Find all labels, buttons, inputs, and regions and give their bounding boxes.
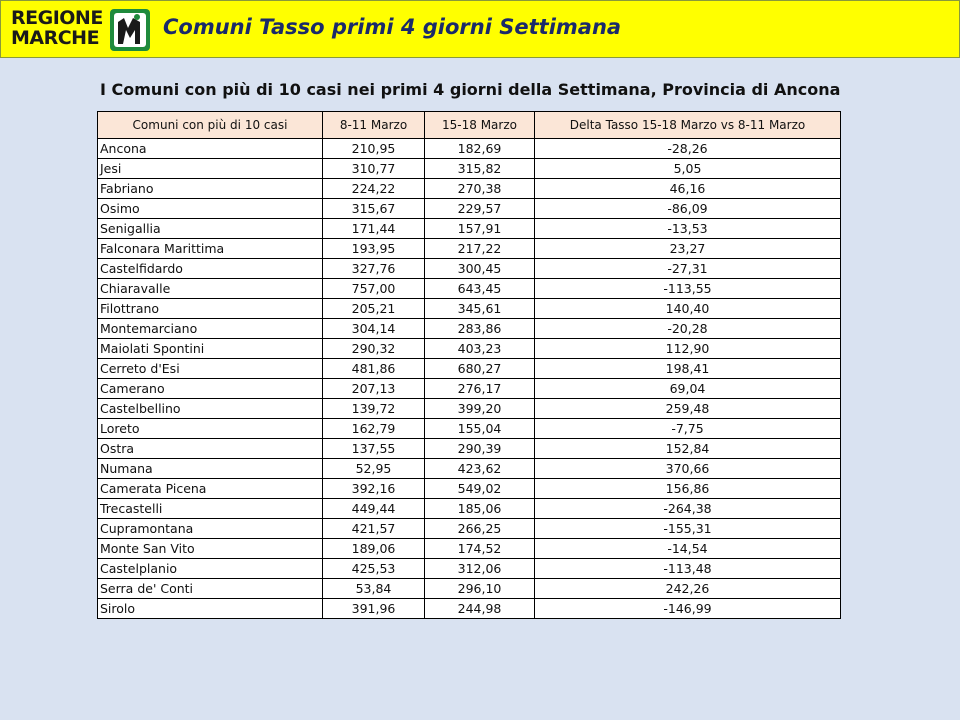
cell-15-18-marzo: 174,52: [425, 539, 535, 559]
cell-comune: Cupramontana: [98, 519, 323, 539]
cell-delta: -155,31: [535, 519, 841, 539]
cell-delta: -13,53: [535, 219, 841, 239]
cell-comune: Castelfidardo: [98, 259, 323, 279]
cell-15-18-marzo: 182,69: [425, 139, 535, 159]
cell-comune: Camerata Picena: [98, 479, 323, 499]
cell-comune: Monte San Vito: [98, 539, 323, 559]
cell-comune: Falconara Marittima: [98, 239, 323, 259]
table-row: [98, 359, 841, 379]
page-title: Comuni Tasso primi 4 giorni Settimana: [163, 15, 622, 39]
cell-comune: Sirolo: [98, 599, 323, 619]
table-row: [98, 539, 841, 559]
cell-delta: -113,48: [535, 559, 841, 579]
cell-15-18-marzo: 244,98: [425, 599, 535, 619]
cell-delta: 152,84: [535, 439, 841, 459]
header-bar: [0, 0, 960, 58]
table-body: [98, 139, 841, 619]
table-row: [98, 339, 841, 359]
cell-comune: Fabriano: [98, 179, 323, 199]
cell-delta: 140,40: [535, 299, 841, 319]
cell-comune: Jesi: [98, 159, 323, 179]
cell-15-18-marzo: 345,61: [425, 299, 535, 319]
table-row: [98, 379, 841, 399]
cell-15-18-marzo: 290,39: [425, 439, 535, 459]
cell-comune: Osimo: [98, 199, 323, 219]
table-row: [98, 179, 841, 199]
cell-delta: -113,55: [535, 279, 841, 299]
cell-15-18-marzo: 312,06: [425, 559, 535, 579]
cell-8-11-marzo: 53,84: [323, 579, 425, 599]
logo-line-2: MARCHE: [11, 27, 100, 49]
cell-comune: Ancona: [98, 139, 323, 159]
cell-15-18-marzo: 276,17: [425, 379, 535, 399]
cell-comune: Camerano: [98, 379, 323, 399]
cell-delta: 23,27: [535, 239, 841, 259]
cell-8-11-marzo: 162,79: [323, 419, 425, 439]
cell-comune: Castelbellino: [98, 399, 323, 419]
cell-8-11-marzo: 193,95: [323, 239, 425, 259]
cell-15-18-marzo: 155,04: [425, 419, 535, 439]
cell-8-11-marzo: 421,57: [323, 519, 425, 539]
table-row: [98, 219, 841, 239]
comuni-table: [97, 111, 841, 619]
table-row: [98, 319, 841, 339]
table-row: [98, 259, 841, 279]
cell-8-11-marzo: 392,16: [323, 479, 425, 499]
cell-15-18-marzo: 296,10: [425, 579, 535, 599]
table-row: [98, 239, 841, 259]
table-row: [98, 299, 841, 319]
cell-15-18-marzo: 300,45: [425, 259, 535, 279]
cell-15-18-marzo: 266,25: [425, 519, 535, 539]
cell-comune: Loreto: [98, 419, 323, 439]
cell-delta: 112,90: [535, 339, 841, 359]
cell-delta: 5,05: [535, 159, 841, 179]
table-header-row: [98, 112, 841, 139]
cell-delta: -20,28: [535, 319, 841, 339]
table-row: [98, 399, 841, 419]
cell-delta: 198,41: [535, 359, 841, 379]
cell-8-11-marzo: 139,72: [323, 399, 425, 419]
cell-8-11-marzo: 315,67: [323, 199, 425, 219]
cell-8-11-marzo: 171,44: [323, 219, 425, 239]
cell-comune: Montemarciano: [98, 319, 323, 339]
cell-delta: -28,26: [535, 139, 841, 159]
cell-delta: 370,66: [535, 459, 841, 479]
table-row: [98, 559, 841, 579]
cell-8-11-marzo: 391,96: [323, 599, 425, 619]
cell-8-11-marzo: 189,06: [323, 539, 425, 559]
cell-delta: -264,38: [535, 499, 841, 519]
table-row: [98, 139, 841, 159]
cell-8-11-marzo: 310,77: [323, 159, 425, 179]
cell-delta: 242,26: [535, 579, 841, 599]
cell-8-11-marzo: 327,76: [323, 259, 425, 279]
cell-comune: Senigallia: [98, 219, 323, 239]
cell-delta: -14,54: [535, 539, 841, 559]
table-row: [98, 499, 841, 519]
table-row: [98, 199, 841, 219]
cell-8-11-marzo: 449,44: [323, 499, 425, 519]
table-row: [98, 479, 841, 499]
cell-15-18-marzo: 549,02: [425, 479, 535, 499]
table-caption: I Comuni con più di 10 casi nei primi 4 giorni della Settimana, Provincia di Ancona: [100, 80, 841, 99]
cell-8-11-marzo: 757,00: [323, 279, 425, 299]
cell-comune: Cerreto d'Esi: [98, 359, 323, 379]
cell-8-11-marzo: 52,95: [323, 459, 425, 479]
cell-8-11-marzo: 210,95: [323, 139, 425, 159]
cell-8-11-marzo: 224,22: [323, 179, 425, 199]
cell-delta: -86,09: [535, 199, 841, 219]
cell-8-11-marzo: 290,32: [323, 339, 425, 359]
cell-15-18-marzo: 229,57: [425, 199, 535, 219]
logo-line-1: REGIONE: [11, 7, 103, 29]
table-row: [98, 459, 841, 479]
cell-8-11-marzo: 481,86: [323, 359, 425, 379]
column-header-delta: Delta Tasso 15-18 Marzo vs 8-11 Marzo: [535, 112, 841, 139]
column-header-15-18-marzo: 15-18 Marzo: [425, 112, 535, 139]
cell-15-18-marzo: 643,45: [425, 279, 535, 299]
cell-15-18-marzo: 423,62: [425, 459, 535, 479]
cell-15-18-marzo: 185,06: [425, 499, 535, 519]
cell-15-18-marzo: 283,86: [425, 319, 535, 339]
cell-delta: 156,86: [535, 479, 841, 499]
cell-8-11-marzo: 137,55: [323, 439, 425, 459]
cell-comune: Trecastelli: [98, 499, 323, 519]
cell-comune: Chiaravalle: [98, 279, 323, 299]
cell-delta: 69,04: [535, 379, 841, 399]
cell-15-18-marzo: 680,27: [425, 359, 535, 379]
column-header-comune: Comuni con più di 10 casi: [98, 112, 323, 139]
cell-15-18-marzo: 315,82: [425, 159, 535, 179]
cell-comune: Numana: [98, 459, 323, 479]
cell-comune: Castelplanio: [98, 559, 323, 579]
cell-8-11-marzo: 425,53: [323, 559, 425, 579]
cell-comune: Filottrano: [98, 299, 323, 319]
table-row: [98, 279, 841, 299]
cell-comune: Serra de' Conti: [98, 579, 323, 599]
logo-text: [11, 8, 103, 48]
cell-15-18-marzo: 217,22: [425, 239, 535, 259]
cell-15-18-marzo: 157,91: [425, 219, 535, 239]
cell-8-11-marzo: 205,21: [323, 299, 425, 319]
regione-marche-logo: [11, 8, 143, 52]
regione-marche-emblem-icon: [109, 8, 151, 52]
cell-15-18-marzo: 399,20: [425, 399, 535, 419]
cell-delta: 46,16: [535, 179, 841, 199]
cell-comune: Maiolati Spontini: [98, 339, 323, 359]
cell-delta: -146,99: [535, 599, 841, 619]
table-row: [98, 439, 841, 459]
cell-delta: -27,31: [535, 259, 841, 279]
table-row: [98, 599, 841, 619]
cell-8-11-marzo: 207,13: [323, 379, 425, 399]
cell-delta: 259,48: [535, 399, 841, 419]
table-row: [98, 519, 841, 539]
column-header-8-11-marzo: 8-11 Marzo: [323, 112, 425, 139]
table-row: [98, 579, 841, 599]
cell-comune: Ostra: [98, 439, 323, 459]
cell-delta: -7,75: [535, 419, 841, 439]
cell-8-11-marzo: 304,14: [323, 319, 425, 339]
table-row: [98, 159, 841, 179]
cell-15-18-marzo: 270,38: [425, 179, 535, 199]
table-row: [98, 419, 841, 439]
cell-15-18-marzo: 403,23: [425, 339, 535, 359]
